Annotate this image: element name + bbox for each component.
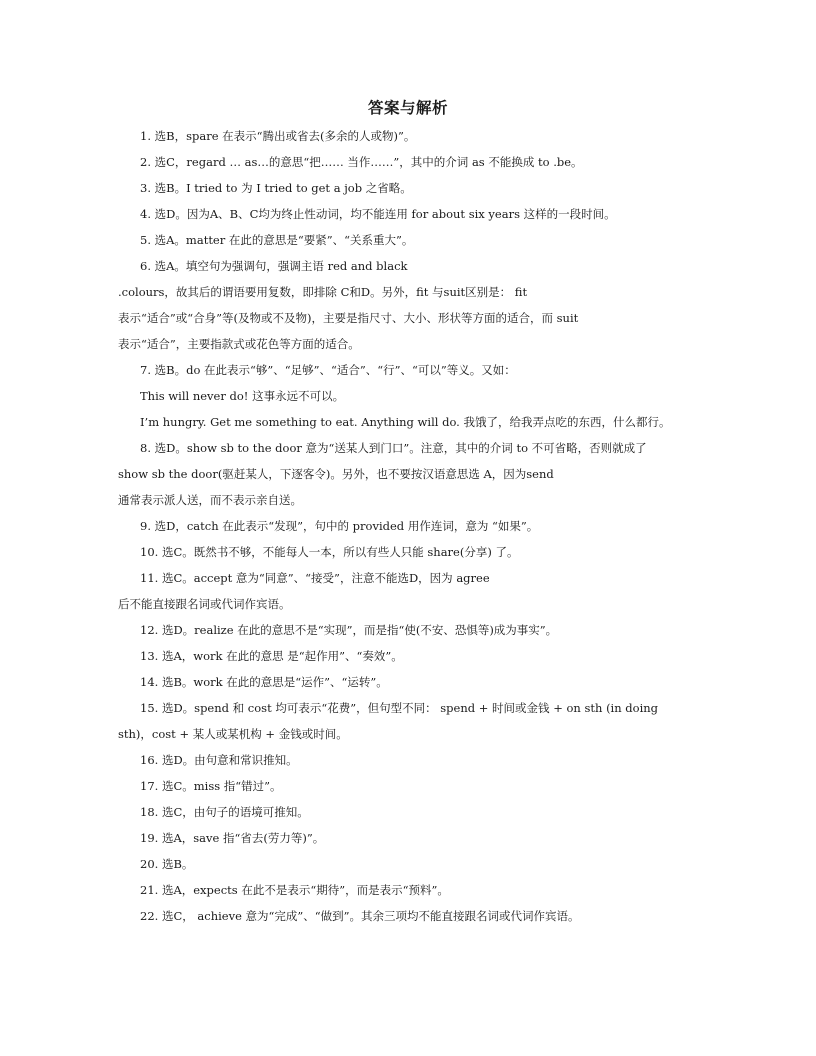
answer-line: 20. 选B。	[140, 857, 194, 871]
answer-line: 5. 选A。matter 在此的意思是“要紧”、“关系重大”。	[140, 233, 414, 247]
answer-line: 14. 选B。work 在此的意思是“运作”、“运转”。	[140, 675, 388, 689]
answer-line: 9. 选D，catch 在此表示“发现”，句中的 provided 用作连词，意为 “如果”。	[140, 519, 539, 533]
answer-line: 12. 选D。realize 在此的意思不是“实现”，而是指“使(不安、恐惧等)成为事实”。	[140, 623, 558, 637]
answer-line: 8. 选D。show sb to the door 意为“送某人到门口”。注意，其中的介词 to 不可省略，否则就成了	[140, 441, 647, 455]
answer-line: This will never do! 这事永远不可以。	[140, 389, 345, 403]
answer-line: .colours，故其后的谓语要用复数，即排除 C和D。另外，fit 与suit区别是： fit	[118, 285, 528, 299]
answer-line: 表示“适合”或“合身”等(及物或不及物)，主要是指尺寸、大小、形状等方面的适合，而 suit	[118, 311, 579, 325]
answer-line: 4. 选D。因为A、B、C均为终止性动词，均不能连用 for about six years 这样的一段时间。	[140, 207, 616, 221]
answer-line: sth)，cost + 某人或某机构 + 金钱或时间。	[118, 727, 348, 741]
answer-line: 21. 选A，expects 在此不是表示“期待”，而是表示“预料”。	[140, 883, 449, 897]
answer-line: show sb the door(驱赶某人，下逐客令)。另外，也不要按汉语意思选 A，因为send	[118, 467, 554, 481]
page-title: 答案与解析	[367, 98, 448, 117]
answer-line: 11. 选C。accept 意为“同意”、“接受”，注意不能选D，因为 agree	[140, 571, 490, 585]
answer-line: 19. 选A，save 指“省去(劳力等)”。	[140, 831, 325, 845]
answer-line: 1. 选B，spare 在表示“腾出或省去(多余的人或物)”。	[140, 129, 416, 143]
answer-line: 10. 选C。既然书不够，不能每人一本，所以有些人只能 share(分享) 了。	[140, 545, 519, 559]
answer-line: 17. 选C。miss 指“错过”。	[140, 779, 282, 793]
answer-line: 18. 选C，由句子的语境可推知。	[140, 805, 309, 819]
answer-line: 2. 选C，regard … as…的意思“把…… 当作……”，其中的介词 as 不能换成 to .be。	[140, 155, 583, 169]
answer-line: 表示“适合”，主要指款式或花色等方面的适合。	[118, 337, 360, 351]
answer-line: 6. 选A。填空句为强调句，强调主语 red and black	[140, 259, 408, 273]
answer-line: 3. 选B。I tried to 为 I tried to get a job 之省略。	[140, 181, 412, 195]
answer-line: 13. 选A，work 在此的意思 是“起作用”、“奏效”。	[140, 649, 403, 663]
answer-line: 通常表示派人送，而不表示亲自送。	[118, 493, 302, 507]
answer-line: 15. 选D。spend 和 cost 均可表示“花费”，但句型不同： spend + 时间或金钱 + on sth (in doing	[140, 701, 659, 715]
answer-line: 后不能直接跟名词或代词作宾语。	[118, 597, 291, 611]
answer-line: 7. 选B。do 在此表示“够”、“足够”、“适合”、“行”、“可以”等义。又如：	[140, 363, 516, 377]
answer-line: I’m hungry. Get me something to eat. Anything will do. 我饿了，给我弄点吃的东西，什么都行。	[140, 415, 671, 429]
answer-line: 16. 选D。由句意和常识推知。	[140, 753, 298, 767]
answer-line: 22. 选C， achieve 意为“完成”、“做到”。其余三项均不能直接跟名词或代词作宾语。	[140, 909, 580, 923]
